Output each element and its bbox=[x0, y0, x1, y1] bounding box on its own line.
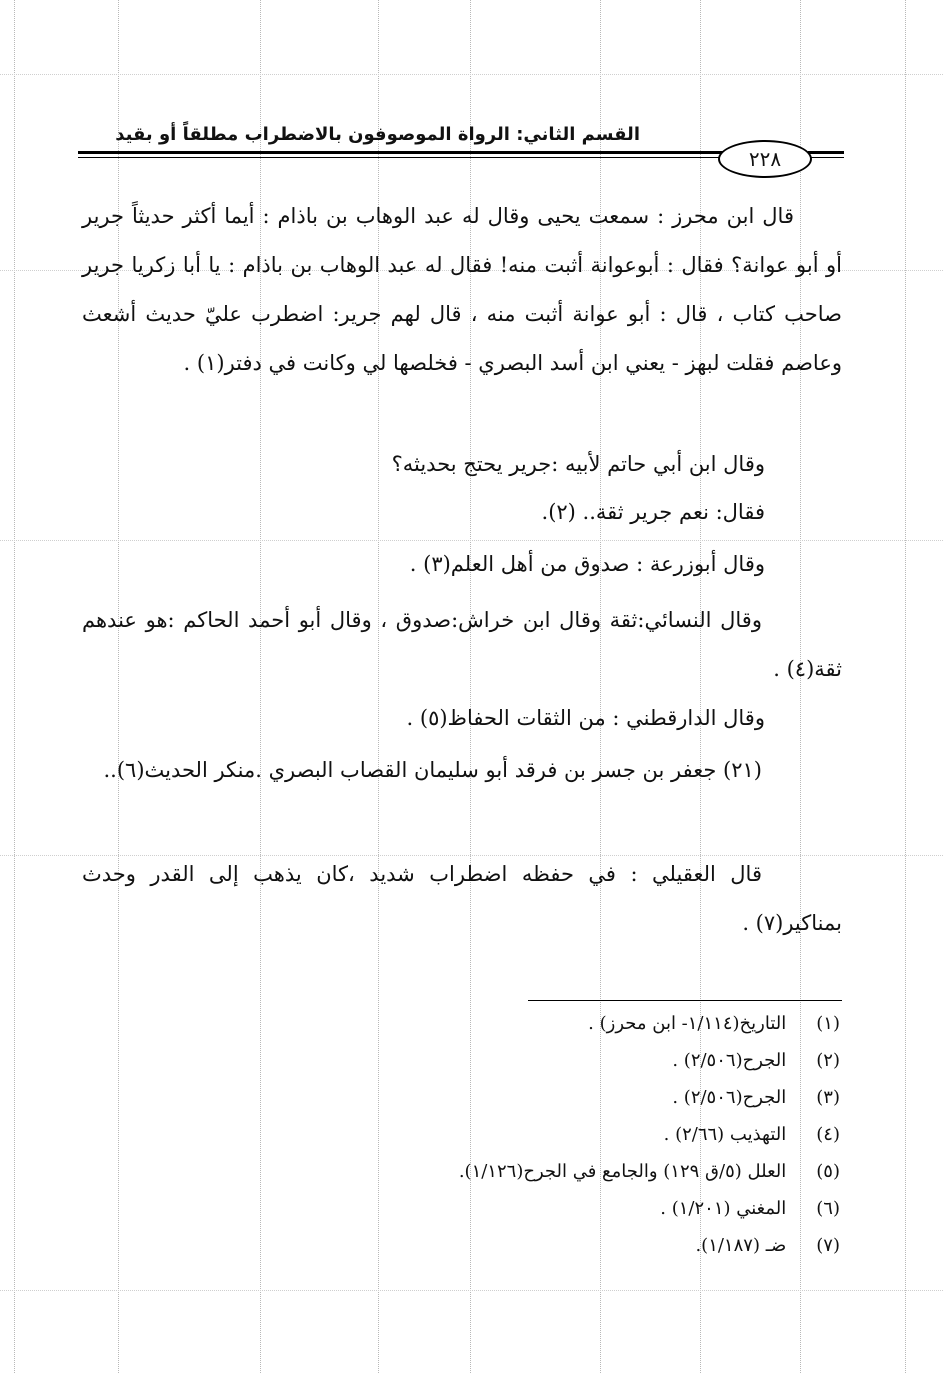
grid-line bbox=[905, 0, 906, 1373]
grid-line bbox=[0, 74, 943, 75]
grid-line bbox=[0, 540, 943, 541]
grid-line bbox=[0, 1290, 943, 1291]
footnote-number: (٧) bbox=[816, 1235, 840, 1256]
footnote-number: (٢) bbox=[816, 1050, 840, 1071]
footnote-number: (٥) bbox=[816, 1161, 840, 1182]
footnote-text: المغني (١/٢٠١) . bbox=[660, 1198, 787, 1219]
footnote bbox=[672, 1050, 840, 1071]
footnote-number: (٣) bbox=[816, 1087, 840, 1108]
running-header: القسم الثاني: الرواة الموصوفون بالاضطراب مطلقاً أو بقيد bbox=[115, 124, 640, 145]
header-rule bbox=[78, 151, 728, 154]
paragraph: وقال ابن أبي حاتم لأبيه :جرير يحتج بحديثه؟ bbox=[391, 452, 765, 476]
header-rule bbox=[808, 151, 844, 154]
paragraph: قال العقيلي : في حفظه اضطراب شديد ،كان يذهب إلى القدر وحدث بمناكير(٧) . bbox=[82, 862, 842, 935]
footnote bbox=[664, 1124, 840, 1145]
footnote-text: الجرح(٢/٥٠٦) . bbox=[672, 1050, 787, 1071]
footnote bbox=[459, 1161, 840, 1182]
footnote-text: العلل (٥/ق ١٢٩) والجامع في الجرح(١/١٢٦). bbox=[458, 1161, 787, 1182]
entry-heading: (٢١) جعفر بن جسر بن فرقد أبو سليمان القصاب البصري .منكر الحديث(٦).. bbox=[103, 758, 762, 782]
footnote-number: (٦) bbox=[816, 1198, 840, 1219]
header-rule bbox=[808, 157, 844, 158]
paragraph: وقال النسائي:ثقة وقال ابن خراش:صدوق ، وقال أبو أحمد الحاكم :هو عندهم ثقة(٤) . bbox=[82, 608, 842, 681]
footnote-text: ضـ (١/١٨٧). bbox=[695, 1235, 787, 1256]
footnote-text: التاريخ(١/١١٤- ابن محرز) . bbox=[588, 1013, 787, 1034]
footnote bbox=[672, 1087, 840, 1108]
footnote-separator bbox=[528, 1000, 842, 1001]
footnote-number: (٤) bbox=[816, 1124, 840, 1145]
footnote bbox=[695, 1235, 840, 1256]
grid-line bbox=[14, 0, 15, 1373]
footnote-text: التهذيب (٢/٦٦) . bbox=[663, 1124, 787, 1145]
paragraph: قال ابن محرز : سمعت يحيى وقال له عبد الوهاب بن باذام : أيما أكثر حديثاً جرير أو أبو عوانة؟ فقال : أبوعوانة أثبت منه! فقال له عبد الوهاب بن باذام : يا أبا زكريا جرير صاحب كتاب ، قال : أبو عوانة أثبت منه ، قال لهم جرير: اضطرب عليّ حديث أشعث وعاصم فقلت لبهز - يعني ابن أسد البصري - فخلصها لي وكانت في دفتر(١) . bbox=[82, 204, 842, 375]
footnote-number: (١) bbox=[816, 1013, 840, 1034]
paragraph: وقال الدارقطني : من الثقات الحفاظ(٥) . bbox=[406, 706, 765, 730]
paragraph: فقال: نعم جرير ثقة.. (٢). bbox=[541, 500, 765, 524]
footnote-text: الجرح(٢/٥٠٦) . bbox=[672, 1087, 787, 1108]
footnote bbox=[660, 1198, 840, 1219]
header-rule bbox=[78, 157, 728, 158]
page-number: ٢٢٨ bbox=[718, 140, 812, 178]
footnote bbox=[588, 1013, 840, 1034]
paragraph: وقال أبوزرعة : صدوق من أهل العلم(٣) . bbox=[409, 552, 765, 576]
